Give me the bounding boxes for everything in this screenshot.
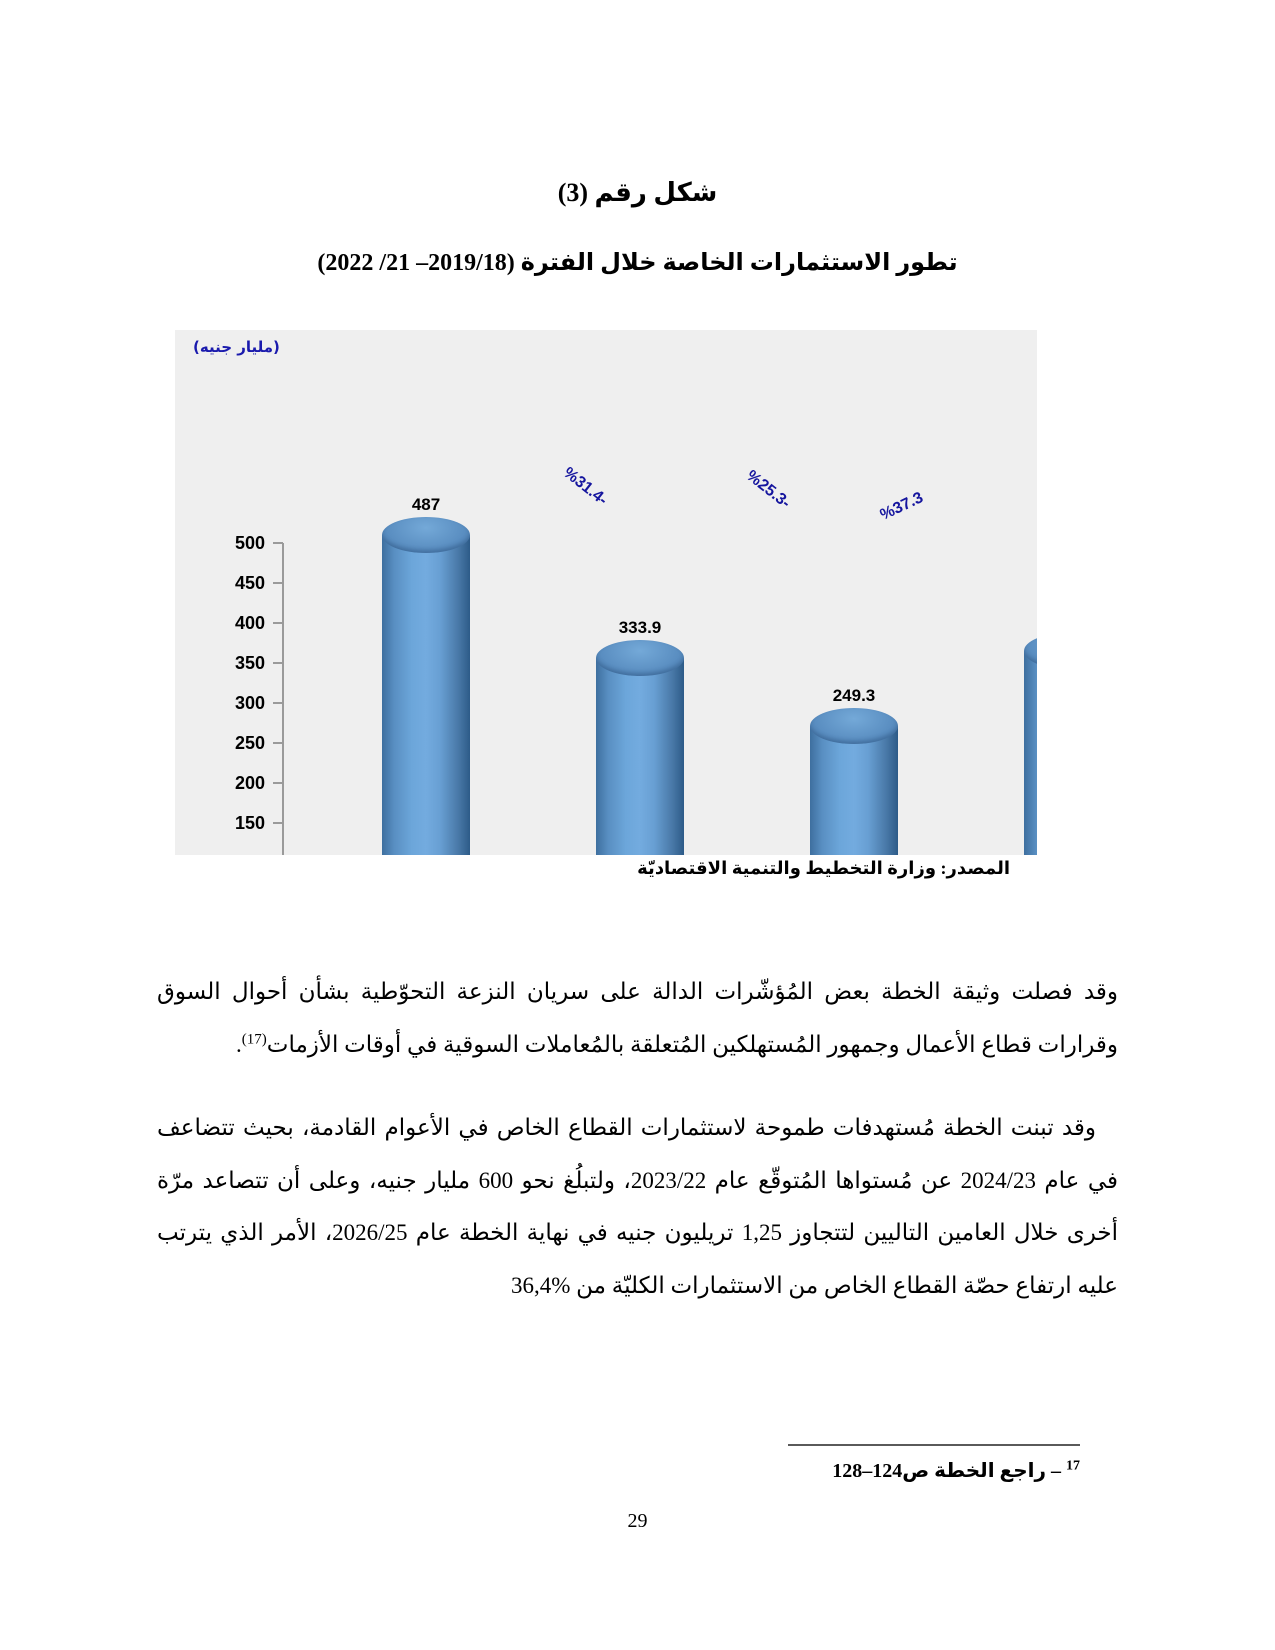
paragraph-1-period: . xyxy=(236,1031,242,1057)
y-axis-tick-label: 200 xyxy=(234,773,265,793)
figure-title: شكل رقم (3) xyxy=(557,178,718,207)
bar-value-label: 333.9 xyxy=(618,617,662,637)
y-axis-tick-label: 500 xyxy=(234,533,265,553)
y-axis-unit-label: (مليار جنيه) xyxy=(193,338,280,356)
y-axis-tick-label: 400 xyxy=(234,613,265,633)
bar-top-ellipse xyxy=(596,640,684,676)
bar-top-ellipse xyxy=(1024,633,1037,669)
y-axis-tick-label: 300 xyxy=(234,693,265,713)
paragraph-2: وقد تبنت الخطة مُستهدفات طموحة لاستثمارات القطاع الخاص في الأعوام القادمة، بحيث تتضاعف في عام 2024/23 عن مُستواها المُتوقّع عام 2023/22، ولتبلُغ نحو 600 مليار جنيه، وعلى أن تتصاعد مرّة أخرى خلال العامين التاليين لتتجاوز 1,25 تريليون جنيه في نهاية الخطة عام 2026/25، الأمر الذي يترتب عليه ارتفاع حصّة القطاع الخاص من الاستثمارات الكليّة من %36,4 xyxy=(157,1115,1118,1298)
bar-value-label: 487 xyxy=(411,495,441,515)
bar-top-ellipse xyxy=(810,708,898,744)
footnote-separator xyxy=(788,1444,1080,1446)
footnote-text: – راجع الخطة ص xyxy=(902,1460,1061,1482)
percent-change-label: %25.3- xyxy=(743,467,794,512)
paragraph-1 xyxy=(157,966,1118,1071)
figure-subtitle-text: تطور الاستثمارات الخاصة خلال الفترة xyxy=(520,250,958,276)
y-axis-tick xyxy=(273,702,283,704)
percent-change-label: %31.4- xyxy=(560,464,611,509)
bar-cylinder xyxy=(596,658,684,855)
bar-value-label: 249.3 xyxy=(832,685,876,705)
body-text xyxy=(157,966,1118,1343)
y-axis-tick-label: 350 xyxy=(234,653,265,673)
y-axis-tick-label: 150 xyxy=(234,813,265,833)
y-axis-tick xyxy=(273,782,283,784)
bar-top-ellipse xyxy=(382,517,470,553)
percent-change-label: %37.3 xyxy=(877,489,926,524)
figure-subtitle-period: (2022 /21 –2019/18) xyxy=(317,250,515,276)
bar-cylinder xyxy=(382,535,470,855)
y-axis-tick xyxy=(273,582,283,584)
y-axis-tick-label: 250 xyxy=(234,733,265,753)
footnote-marker: 17 xyxy=(1066,1458,1080,1474)
bar-chart xyxy=(175,330,1037,855)
y-axis-tick xyxy=(273,822,283,824)
y-axis-tick xyxy=(273,622,283,624)
figure-subtitle xyxy=(0,248,1275,277)
y-axis-tick xyxy=(273,542,283,544)
y-axis-line xyxy=(282,543,284,855)
footnote-reference: (17) xyxy=(241,1030,267,1047)
chart-source-caption: المصدر: وزارة التخطيط والتنمية الاقتصاديّة xyxy=(637,858,1010,878)
y-axis-tick xyxy=(273,742,283,744)
footnote xyxy=(832,1458,1080,1483)
bar-cylinder xyxy=(1024,651,1037,855)
footnote-pages: 128–124 xyxy=(832,1460,903,1482)
paragraph-1-text: وقد فصلت وثيقة الخطة بعض المُؤشّرات الدالة على سريان النزعة التحوّطية بشأن أحوال السوق وقرارات قطاع الأعمال وجمهور المُستهلكين المُتعلقة بالمُعاملات السوقية في أوقات الأزمات xyxy=(157,979,1118,1057)
page-number: 29 xyxy=(627,1510,648,1532)
y-axis-tick xyxy=(273,662,283,664)
bar-cylinder xyxy=(810,726,898,855)
y-axis-tick-label: 450 xyxy=(234,573,265,593)
